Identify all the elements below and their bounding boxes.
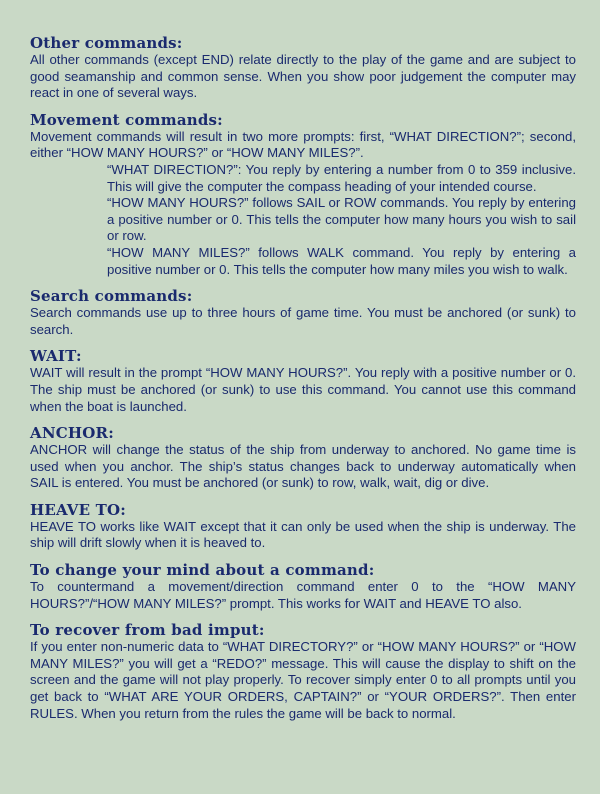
section-heave-to: [30, 501, 576, 552]
section-search-commands: [30, 287, 576, 338]
section-heading: To change your mind about a command:: [30, 561, 375, 580]
section-recover-bad-input: [30, 621, 576, 722]
section-paragraph: Search commands use up to three hours of game time. You must be anchored (or sunk) to search.: [30, 305, 576, 337]
section-paragraph: Movement commands will result in two more prompts: first, “WHAT DIRECTION?”; second, either “HOW MANY HOURS?” or “HOW MANY MILES?”.: [30, 128, 576, 161]
section-heading: Other commands:: [30, 34, 183, 52]
section-movement-commands: [30, 111, 576, 278]
indented-paragraph-what-direction: “WHAT DIRECTION?”: You reply by entering a number from 0 to 359 inclusive. This will give the computer the compass heading of your intended course.: [107, 161, 576, 194]
indented-paragraph-how-many-hours: “HOW MANY HOURS?” follows SAIL or ROW commands. You reply by entering a positive number or 0. This tells the computer how many hours you wish to sail or row.: [107, 195, 576, 244]
section-heading: WAIT:: [30, 347, 82, 366]
section-other-commands: [30, 34, 576, 102]
section-anchor: [30, 424, 576, 492]
section-paragraph: If you enter non-numeric data to “WHAT DIRECTORY?” or “HOW MANY HOURS?” or “HOW MANY MILES?” you will get a “REDO?” message. This will cause the display to shift on the screen and the game will not play properly. To recover simply enter 0 to all prompts until you get back to “WHAT ARE YOUR ORDERS, CAPTAIN?” or “YOUR ORDERS?”. Then enter RULES. When you return from the rules the game will be back to normal.: [30, 639, 576, 721]
section-paragraph: To countermand a movement/direction command enter 0 to the “HOW MANY HOURS?”/“HOW MANY MILES?” prompt. This works for WAIT and HEAVE TO also.: [30, 579, 576, 611]
section-wait: [30, 347, 576, 415]
section-heading: ANCHOR:: [30, 424, 114, 443]
section-change-your-mind: [30, 561, 576, 612]
section-heading: Movement commands:: [30, 110, 223, 129]
section-heading: HEAVE TO:: [30, 500, 127, 519]
indented-paragraph-how-many-miles: “HOW MANY MILES?” follows WALK command. You reply by entering a positive number or 0. This tells the computer how many miles you wish to walk.: [107, 244, 576, 277]
section-paragraph: HEAVE TO works like WAIT except that it can only be used when the ship is underway. The ship will drift slowly when it is heaved to.: [30, 518, 576, 551]
section-paragraph: WAIT will result in the prompt “HOW MANY HOURS?”. You reply with a positive number or 0. The ship must be anchored (or sunk) to use this command. You cannot use this command when the boat is launched.: [30, 365, 576, 414]
section-heading: Search commands:: [30, 287, 193, 306]
section-paragraph: All other commands (except END) relate directly to the play of the game and are subject to good seamanship and common sense. When you show poor judgement the computer may react in one of several ways.: [30, 52, 576, 101]
section-heading: To recover from bad imput:: [30, 621, 265, 640]
section-paragraph: ANCHOR will change the status of the ship from underway to anchored. No game time is used when you anchor. The ship’s status changes back to underway automatically when SAIL is entered. You must be anchored (or sunk) to row, walk, wait, dig or dive.: [30, 442, 576, 491]
